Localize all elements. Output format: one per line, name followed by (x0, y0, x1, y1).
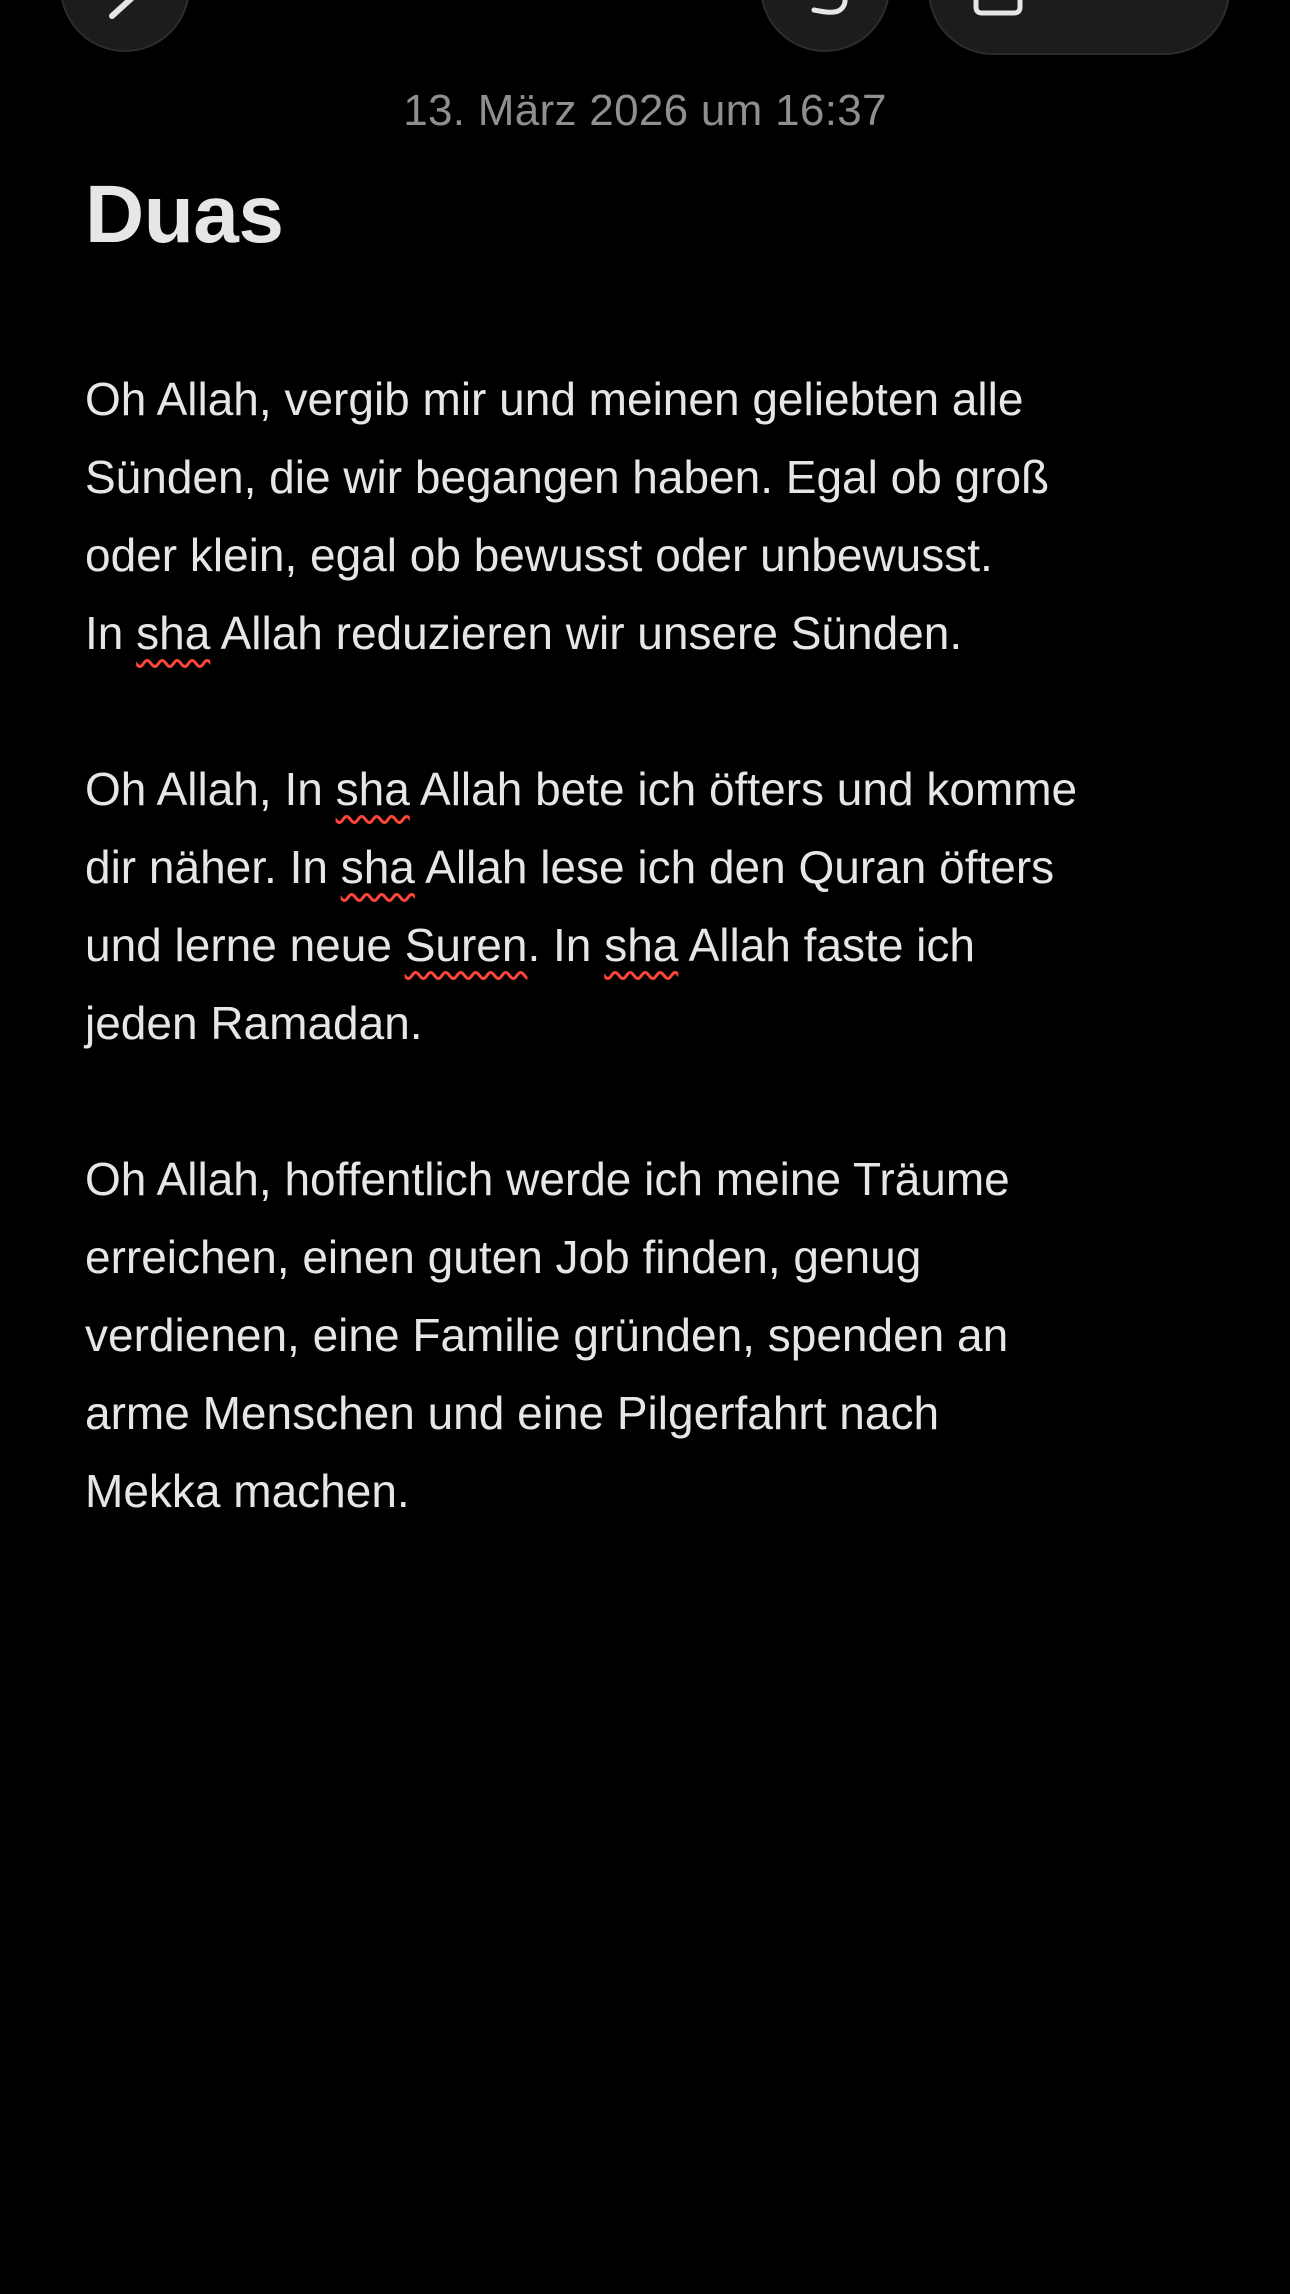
text-segment: Oh Allah, hoffentlich werde ich meine Träume (85, 1153, 1010, 1205)
text-segment: Allah faste ich (678, 919, 975, 971)
misspelled-word: Suren (404, 919, 528, 971)
text-line (85, 1296, 1235, 1374)
text-line (85, 1374, 1235, 1452)
text-segment: verdienen, eine Familie gründen, spenden an (85, 1309, 1009, 1361)
text-segment: und lerne neue (85, 919, 405, 971)
share-button-group[interactable] (928, 0, 1230, 55)
text-line (85, 516, 1235, 594)
text-segment: Allah reduzieren wir unsere Sünden. (210, 607, 963, 659)
misspelled-word: sha (604, 919, 679, 971)
text-segment: Oh Allah, vergib mir und meinen geliebten alle (85, 373, 1024, 425)
text-line (85, 1452, 1235, 1530)
text-segment: oder klein, egal ob bewusst oder unbewusst. (85, 529, 993, 581)
text-segment: jeden Ramadan. (85, 997, 423, 1049)
misspelled-word: sha (136, 607, 211, 659)
text-segment: Sünden, die wir begangen haben. Egal ob groß (85, 451, 1050, 503)
undo-button[interactable] (760, 0, 890, 52)
undo-icon (804, 0, 854, 30)
misspelled-word: sha (340, 841, 415, 893)
text-segment: In (85, 607, 137, 659)
text-segment: Mekka machen. (85, 1465, 410, 1517)
text-line (85, 828, 1235, 906)
text-line (85, 594, 1235, 672)
note-timestamp: 13. März 2026 um 16:37 (403, 86, 887, 135)
text-line (85, 360, 1235, 438)
chevron-left-icon (100, 0, 144, 34)
note-body[interactable] (85, 360, 1235, 1608)
text-segment: Allah bete ich öfters und komme (409, 763, 1078, 815)
note-paragraph (85, 1140, 1235, 1530)
text-segment: erreichen, einen guten Job finden, genug (85, 1231, 922, 1283)
text-segment: dir näher. In (85, 841, 341, 893)
note-paragraph (85, 360, 1235, 672)
text-line (85, 1140, 1235, 1218)
text-line (85, 750, 1235, 828)
text-line (85, 438, 1235, 516)
share-icon (970, 0, 1030, 39)
back-button[interactable] (60, 0, 190, 52)
note-paragraph (85, 750, 1235, 1062)
note-title[interactable]: Duas (85, 169, 284, 260)
text-line (85, 1218, 1235, 1296)
misspelled-word: sha (335, 763, 410, 815)
text-segment: Allah lese ich den Quran öfters (414, 841, 1055, 893)
text-line (85, 906, 1235, 984)
text-segment: Oh Allah, In (85, 763, 336, 815)
text-segment: arme Menschen und eine Pilgerfahrt nach (85, 1387, 940, 1439)
text-line (85, 984, 1235, 1062)
text-segment: . In (527, 919, 605, 971)
